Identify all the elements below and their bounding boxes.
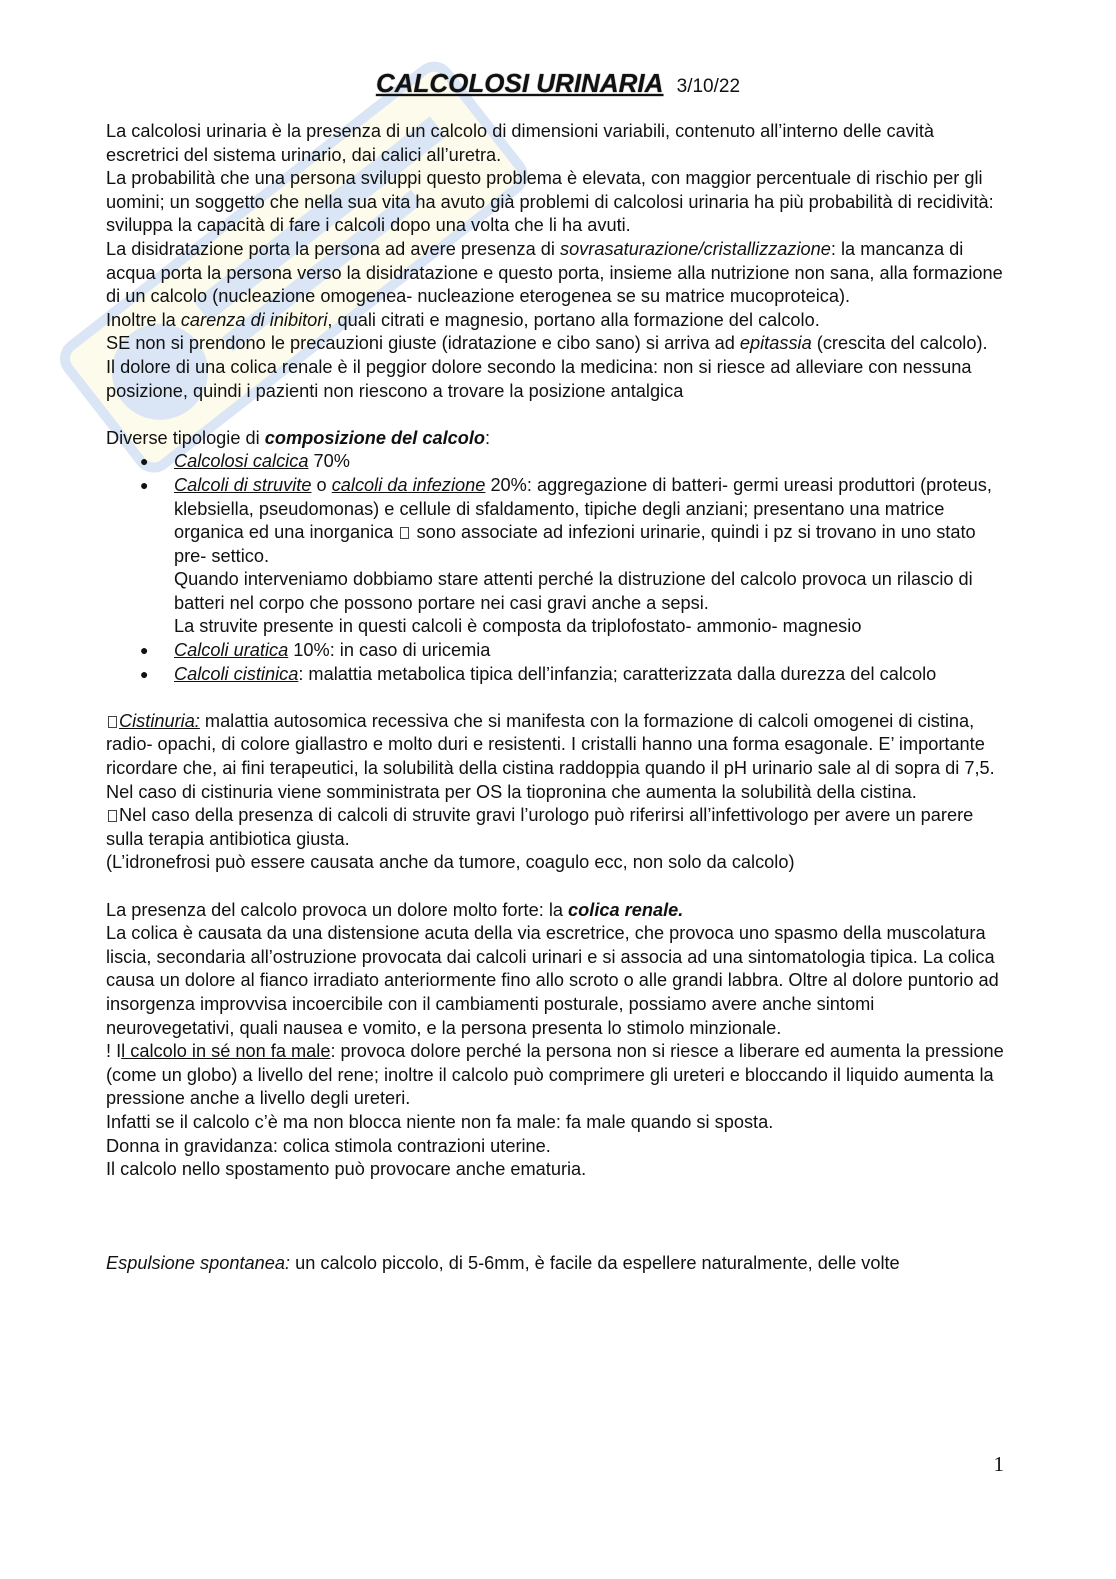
list-item: ● Calcolosi calcica 70% bbox=[106, 450, 1006, 474]
list-item: ● Calcoli uratica 10%: in caso di uricemia bbox=[106, 639, 1006, 663]
arrow-glyph-icon bbox=[108, 716, 117, 728]
intro-paragraph-6: Il dolore di una colica renale è il peggior dolore secondo la medicina: non si riesce ad alleviare con nessuna posizione, quindi i pazienti non riescono a trovare la posizione antalgica bbox=[106, 356, 972, 401]
list-item-note: La struvite presente in questi calcoli è composta da triplofostato- ammonio- magnesio bbox=[174, 616, 862, 637]
page-title: CALCOLOSI URINARIA bbox=[375, 68, 664, 98]
cistinuria-paragraph-3: Nel caso della presenza di calcoli di struvite gravi l’urologo può riferirsi all’infettivologo per avere un parere sulla terapia antibiotica giusta. bbox=[106, 805, 974, 849]
document-body bbox=[106, 120, 1006, 1275]
page-date: 3/10/22 bbox=[676, 76, 741, 97]
page-number: 1 bbox=[993, 1452, 1004, 1476]
list-item-note: Quando interveniamo dobbiamo stare attenti perché la distruzione del calcolo provoca un rilascio di batteri nel corpo che possono portare nei casi gravi anche a sepsi. bbox=[174, 569, 973, 613]
colica-paragraph-5: Donna in gravidanza: colica stimola contrazioni uterine. bbox=[106, 1135, 551, 1156]
intro-paragraph-1: La calcolosi urinaria è la presenza di un calcolo di dimensioni variabili, contenuto all’interno delle cavità escretrici del sistema urinario, dai calici all’uretra. bbox=[106, 121, 935, 165]
composition-heading: Diverse tipologie di composizione del calcolo: bbox=[106, 427, 491, 448]
intro-paragraph-2: La probabilità che una persona sviluppi questo problema è elevata, con maggior percentuale di rischio per gli uomini; un soggetto che nella sua vita ha avuto già problemi di calcolosi urinaria ha più probabilità di recidività: sviluppa la capacità di fare i calcoli dopo una volta che li ha avuti. bbox=[106, 168, 994, 236]
colica-paragraph-2: La colica è causata da una distensione acuta della via escretrice, che provoca uno spasmo della muscolatura liscia, secondaria all’ostruzione provocata dai calcoli urinari e si associa ad una sintomatologia tipica. La colica causa un dolore al fianco irradiato anteriormente fino allo scroto o alle grandi labbra. Oltre al dolore puntorio ad insorgenza improvvisa incoercibile con il cambiamenti posturale, possiamo avere anche sintomi neurovegetativi, quali nausea e vomito, e la persona presenta lo stimolo minzionale. bbox=[106, 923, 999, 1038]
list-item: ● Calcoli di struvite o calcoli da infezione 20%: aggregazione di batteri- germi ureasi produttori (proteus, klebsiella, pseudomonas) e cellule di sfaldamento, tipiche degli anziani; presentano una matrice organica ed una inorganica sono associate ad infezioni urinarie, quindi i pz si trovano in uno stato pre- settico. Quando interveniamo dobbiamo stare attenti perché la distruzione del calcolo provoca un rilascio di batteri nel corpo che possono portare nei casi gravi anche a sepsi. La struvite presente in questi calcoli è composta da triplofostato- ammonio- magnesio bbox=[106, 474, 1006, 639]
intro-paragraph-3: La disidratazione porta la persona ad avere presenza di sovrasaturazione/cristallizzazione: la mancanza di acqua porta la persona verso la disidratazione e questo porta, insieme alla nutrizione non sana, alla formazione di un calcolo (nucleazione omogenea- nucleazione eterogenea se su matrice mucoproteica). bbox=[106, 238, 1003, 307]
cistinuria-paragraph-2: Nel caso di cistinuria viene somministrata per OS la tiopronina che aumenta la solubilità della cistina. bbox=[106, 781, 917, 802]
intro-paragraph-4: Inoltre la carenza di inibitori, quali citrati e magnesio, portano alla formazione del calcolo. bbox=[106, 309, 820, 330]
colica-paragraph-1: La presenza del calcolo provoca un dolore molto forte: la colica renale. bbox=[106, 899, 684, 920]
arrow-glyph-icon bbox=[400, 527, 409, 539]
colica-paragraph-3: ! Il calcolo in sé non fa male: provoca dolore perché la persona non si riesce a liberare ed aumenta la pressione (come un globo) a livello del rene; inoltre il calcolo può comprimere gli ureteri e bloccando il liquido aumenta la pressione anche a livello degli ureteri. bbox=[106, 1041, 1004, 1109]
arrow-glyph-icon bbox=[108, 810, 117, 822]
composition-list bbox=[106, 450, 1006, 686]
espulsione-paragraph: Espulsione spontanea: un calcolo piccolo, di 5-6mm, è facile da espellere naturalmente, delle volte bbox=[106, 1252, 900, 1273]
colica-paragraph-6: Il calcolo nello spostamento può provocare anche ematuria. bbox=[106, 1159, 587, 1180]
page-header bbox=[0, 68, 1116, 99]
colica-paragraph-4: Infatti se il calcolo c’è ma non blocca niente non fa male: fa male quando si sposta. bbox=[106, 1111, 774, 1132]
intro-paragraph-5: SE non si prendono le precauzioni giuste (idratazione e cibo sano) si arriva ad epitassia (crescita del calcolo). bbox=[106, 333, 988, 354]
cistinuria-paragraph-4: (L’idronefrosi può essere causata anche da tumore, coagulo ecc, non solo da calcolo) bbox=[106, 852, 795, 873]
cistinuria-paragraph: Cistinuria: malattia autosomica recessiva che si manifesta con la formazione di calcoli omogenei di cistina, radio- opachi, di colore giallastro e molto duri e resistenti. I cristalli hanno una forma esagonale. E’ importante ricordare che, ai fini terapeutici, la solubilità della cistina raddoppia quando il pH urinario sale al di sopra di 7,5. bbox=[106, 710, 995, 779]
list-item: ● Calcoli cistinica: malattia metabolica tipica dell’infanzia; caratterizzata dalla durezza del calcolo bbox=[106, 663, 1006, 687]
